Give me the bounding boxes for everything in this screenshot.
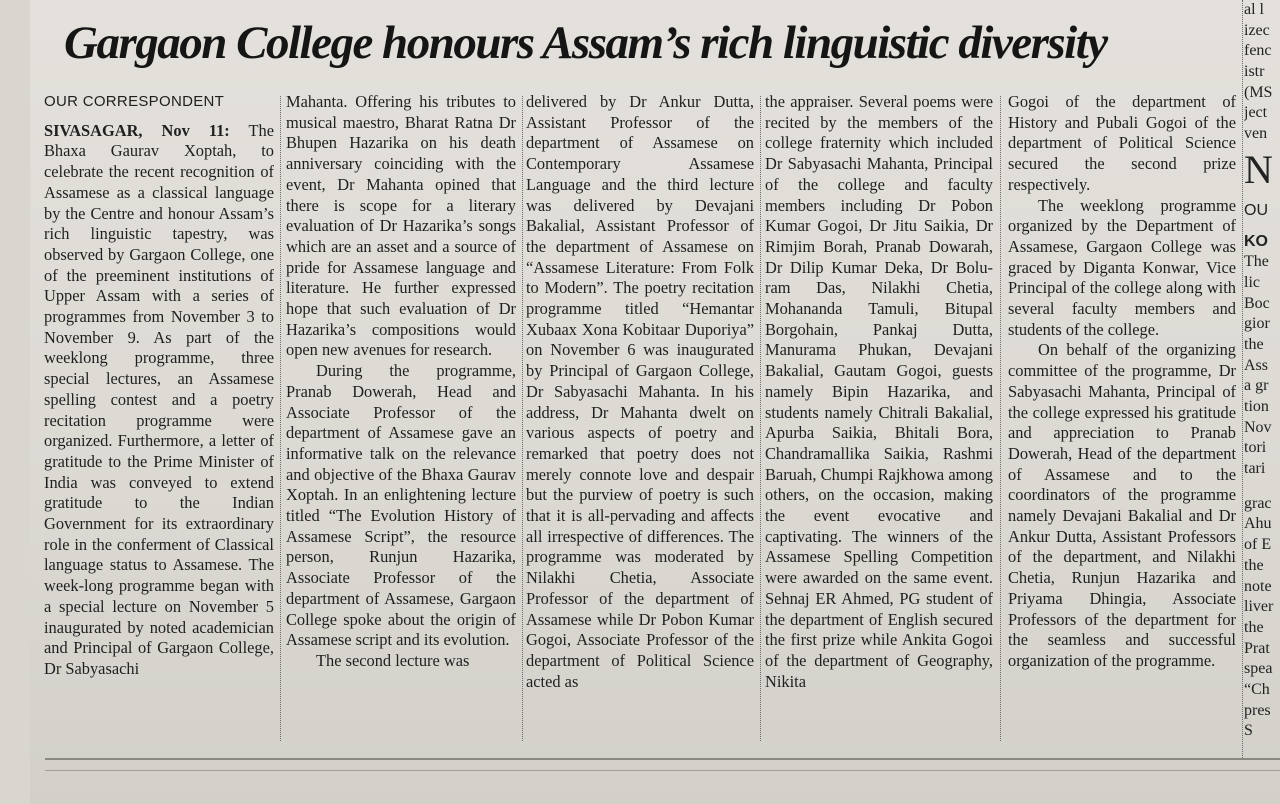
fragment-line: of E	[1244, 536, 1272, 554]
fragment-line: ject	[1244, 104, 1268, 122]
fragment-line: S	[1244, 722, 1253, 740]
fragment-line: Boc	[1244, 294, 1270, 312]
fragment-line: Ass	[1244, 356, 1269, 374]
fragment-line: ven	[1244, 125, 1268, 143]
fragment-line: liver	[1244, 598, 1274, 616]
fragment-line: note	[1244, 577, 1272, 595]
dateline: SIVASAGAR, Nov 11:	[44, 120, 230, 140]
fragment-line: izec	[1244, 21, 1270, 39]
column-5-paragraph: On behalf of the organizing committee of the programme, Dr Sabyasachi Mahanta, Principal of the college expressed his gratitude and appreciation to Pranab Dowerah, Head of the department of Assamese and to the coordinators of the programme namely Devajani Bakalial and Dr Ankur Dutta, Assistant Professors of the department, and Nilakhi Chetia, Runjun Hazarika and Priyama Dhingia, Associate Professors of the department for the seamless and successful organization of the programme.	[1008, 340, 1236, 670]
article-column-1	[44, 92, 274, 747]
fragment-line: “Ch	[1244, 680, 1270, 698]
article-column-5	[1008, 92, 1236, 747]
column-divider	[1242, 0, 1243, 760]
column-5-paragraph: The weeklong programme organized by the Department of Assamese, Gargaon College was graced by Diganta Konwar, Vice Principal of the college along with several faculty members and students of the college.	[1008, 195, 1236, 339]
column-divider	[1000, 96, 1001, 741]
fragment-line: spea	[1244, 660, 1273, 678]
column-2-paragraph: During the programme, Pranab Dowerah, Head and Associate Professor of the department of Assamese gave an informative talk on the relevance and objective of the Bhaxa Gaurav Xoptah. In an enlightening lecture titled “The Evolution History of Assamese Script”, the resource person, Runjun Hazarika, Associate Professor of the department of Assamese, Gargaon College spoke about the origin of Assamese script and its evolution.	[286, 361, 516, 650]
fragment-line: lic	[1244, 273, 1260, 291]
fragment-line: the	[1244, 556, 1264, 574]
column-1-paragraph: SIVASAGAR, Nov 11: The Bhaxa Gaurav Xoptah, to celebrate the recent recognition of Assamese as a classical language by the Centre and honour Assam’s rich linguistic tapestry, was observed by Gargaon College, one of the preeminent institutions of Upper Assam with a series of programmes from November 3 to November 9. As part of the weeklong programme, three special lectures, an Assamese spelling contest and a poetry recitation programme were organized. Furthermore, a letter of gratitude to the Prime Minister of India was conveyed to extend gratitude to the Indian Government for its extraordinary role in the conferment of Classical language status to Assamese. The week-long programme began with a special lecture on November 5 inaugurated by noted academician and Principal of Gargaon College, Dr Sabyasachi	[44, 120, 274, 678]
byline: OUR CORRESPONDENT	[44, 93, 225, 110]
fragment-line: tari	[1244, 460, 1266, 478]
article-column-3	[526, 92, 754, 747]
fragment-line: (MS	[1244, 83, 1273, 101]
fragment-line: grac	[1244, 494, 1272, 512]
headline: Gargaon College honours Assam’s rich linguistic diversity	[64, 17, 1107, 69]
fragment-line: gior	[1244, 315, 1270, 333]
article-column-2	[286, 92, 516, 747]
fragment-line: the	[1244, 618, 1264, 636]
fragment-heading: N	[1244, 146, 1273, 192]
adjacent-article-fragment	[1244, 0, 1280, 760]
column-4-paragraph: the appraiser. Several poems were recited by the members of the college fraternity which included Dr Sabyasachi Mahanta, Principal of the college and faculty members including Dr Pobon Kumar Gogoi, Dr Jitu Saikia, Dr Rimjim Borah, Pranab Dowarah, Dr Dilip Kumar Deka, Dr Bolu-ram Das, Nilakhi Chetia, Mohananda Tamuli, Bitupal Borgohain, Pankaj Dutta, Manurama Phukan, Devajani Bakalial, Gautam Gogoi, guests namely Bipin Hazarika, and students namely Chitrali Bakalial, Apurba Saikia, Bhitali Bora, Chandramallika Saikia, Rashmi Baruah, Chumpi Rajkhowa among others, on the occasion, making the event evocative and captivating. The winners of the Assamese Spelling Competition were awarded on the same event. Sehnaj ER Ahmed, PG student of the department of English secured the first prize while Ankita Gogoi of the department of Geography, Nikita	[765, 92, 993, 691]
article-column-4	[765, 92, 993, 747]
column-5-paragraph: Gogoi of the department of History and Pubali Gogoi of the department of Political Science secured the second prize respectively.	[1008, 92, 1236, 194]
fragment-line: Prat	[1244, 639, 1270, 657]
fragment-line: Ahu	[1244, 515, 1272, 533]
column-2-paragraph: Mahanta. Offering his tributes to musical maestro, Bharat Ratna Dr Bhupen Hazarika on his death anniversary coinciding with the event, Dr Mahanta opined that there is scope for a literary evaluation of Dr Hazarika’s songs which are an asset and a source of pride for Assamese language and literature. He further expressed hope that such evaluation of Dr Hazarika’s compositions would open new avenues for research.	[286, 92, 516, 360]
column-2-paragraph: The second lecture was	[316, 650, 470, 670]
fragment-byline: OU	[1244, 201, 1268, 219]
column-3-paragraph: delivered by Dr Ankur Dutta, Assistant Professor of the department of Assamese on Contemporary Assamese Language and the third lecture was delivered by Devajani Bakalial, Assistant Professor of the department of Assamese on “Assamese Literature: From Folk to Modern”. The poetry recitation programme titled “Hemantar Xubaax Xona Kobitaar Duporiya” on November 6 was inaugurated by Principal of Gargaon College, Dr Sabyasachi Mahanta. In his address, Dr Mahanta dwelt on various aspects of poetry and remarked that poetry does not merely connote love and despair but the purview of poetry is such that it is all-pervading and affects all irrespective of differences. The programme was moderated by Nilakhi Chetia, Associate Professor of the department of Assamese while Dr Pobon Kumar Gogoi, Associate Professor of the department of Political Science acted as	[526, 92, 754, 691]
fragment-line: The	[1244, 253, 1269, 271]
column-divider	[522, 96, 523, 741]
fragment-line: tori	[1244, 439, 1267, 457]
bottom-divider	[45, 770, 1280, 771]
column-divider	[760, 96, 761, 741]
fragment-line: fenc	[1244, 42, 1272, 60]
fragment-line: al l	[1244, 1, 1264, 18]
bottom-divider	[45, 758, 1280, 760]
fragment-line: istr	[1244, 63, 1265, 81]
fragment-line: the	[1244, 335, 1264, 353]
fragment-line: pres	[1244, 701, 1271, 719]
fragment-line: Nov	[1244, 418, 1272, 436]
fragment-line: a gr	[1244, 377, 1269, 395]
fragment-line: tion	[1244, 398, 1269, 415]
column-divider	[280, 96, 281, 741]
fragment-dateline: KO	[1244, 232, 1268, 250]
